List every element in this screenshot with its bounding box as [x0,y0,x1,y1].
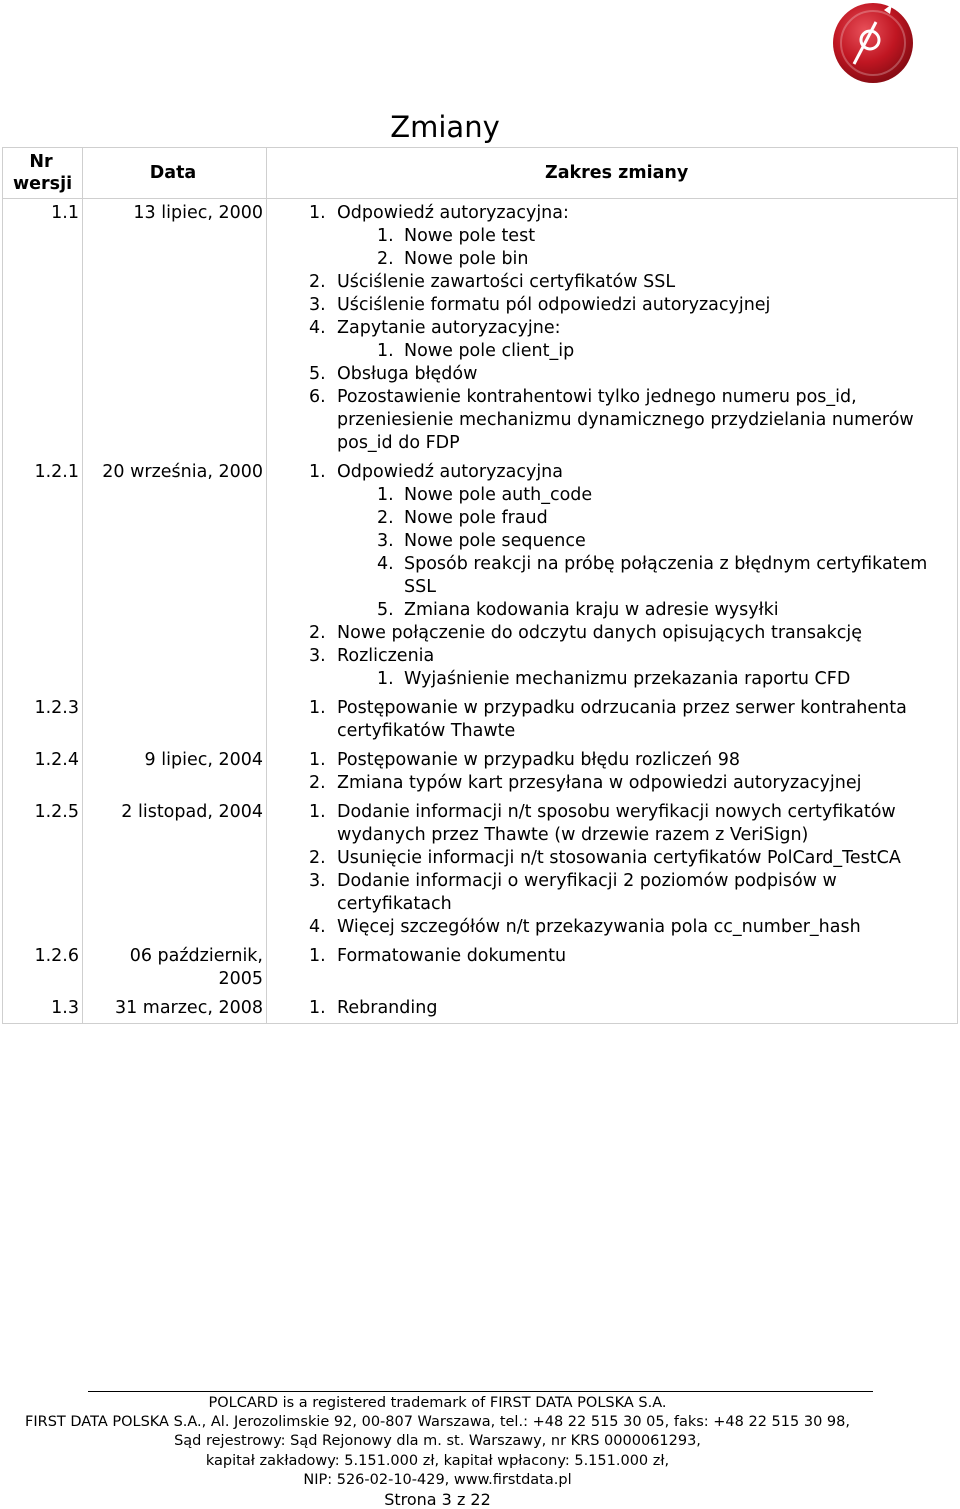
change-item [267,202,957,225]
version-cell: 1.2.4 [3,746,83,798]
item-text: Nowe połączenie do odczytu danych opisujących transakcję [337,623,863,643]
change-item [267,916,957,939]
footer-line: Sąd rejestrowy: Sąd Rejonowy dla m. st. Warszawy, nr KRS 0000061293, [174,1433,701,1450]
item-number: 5. [309,364,326,384]
item-text: Formatowanie dokumentu [337,946,567,966]
table-row [3,942,958,994]
item-text: Odpowiedź autoryzacyjna [337,462,563,482]
date-cell: 20 września, 2000 [83,458,267,694]
item-number: 3. [309,295,326,315]
version-cell: 1.2.1 [3,458,83,694]
version-cell: 1.2.5 [3,798,83,942]
footer-line: POLCARD is a registered trademark of FIRST DATA POLSKA S.A. [208,1395,667,1411]
header-version: Nr wersji [3,148,83,199]
scope-cell [267,694,958,746]
header-date: Data [83,148,267,199]
footer-line: FIRST DATA POLSKA S.A., Al. Jerozolimskie 92, 00-807 Warszawa, tel.: +48 22 515 30 05, faks: +48 22 515 30 98, [25,1414,850,1431]
table-row [3,458,958,694]
table-row [3,199,958,459]
change-item [267,945,957,968]
subitem-number: 2. [377,508,394,528]
item-number: 1. [309,462,326,482]
item-text: Uściślenie zawartości certyfikatów SSL [337,272,676,292]
subitem-text: Wyjaśnienie mechanizmu przekazania raportu CFD [404,669,851,689]
subitem-text: Zmiana kodowania kraju w adresie wysyłki [404,600,779,620]
change-item [267,997,957,1020]
item-text: Zapytanie autoryzacyjne: [337,318,561,338]
item-text: Dodanie informacji n/t sposobu weryfikacji nowych certyfikatów wydanych przez Thawte (w drzewie razem z VeriSign) [337,802,896,845]
subitem-number: 1. [377,669,394,689]
scope-cell [267,798,958,942]
version-cell: 1.2.6 [3,942,83,994]
footer-line: kapitał zakładowy: 5.151.000 zł, kapitał wpłacony: 5.151.000 zł, [205,1452,670,1469]
subitem-number: 3. [377,531,394,551]
page-title: Zmiany [390,110,500,144]
subitem-number: 5. [377,600,394,620]
page-number: Strona 3 z 22 [384,1490,491,1509]
change-subitem [267,484,957,507]
item-number: 1. [309,698,326,718]
footer-line: NIP: 526-02-10-429, www.firstdata.pl [303,1471,572,1488]
change-item [267,363,957,386]
subitem-number: 1. [377,226,394,246]
item-text: Pozostawienie kontrahentowi tylko jednego numeru pos_id, przeniesienie mechanizmu dynamicznego przydzielania numerów pos_id do FDP [337,387,914,453]
change-item [267,622,957,645]
item-number: 1. [309,750,326,770]
date-cell: 2 listopad, 2004 [83,798,267,942]
scope-cell [267,746,958,798]
footer-divider [88,1391,873,1392]
item-text: Obsługa błędów [337,364,478,384]
item-number: 6. [309,387,326,407]
item-text: Uściślenie formatu pól odpowiedzi autoryzacyjnej [337,295,771,315]
table-row [3,694,958,746]
polcard-logo-icon [832,2,914,84]
item-number: 1. [309,203,326,223]
table-row [3,798,958,942]
item-number: 1. [309,998,326,1018]
change-item [267,317,957,340]
subitem-text: Nowe pole fraud [404,508,548,528]
date-cell: 31 marzec, 2008 [83,994,267,1024]
item-text: Dodanie informacji o weryfikacji 2 poziomów podpisów w certyfikatach [337,871,837,914]
change-item [267,271,957,294]
item-text: Rebranding [337,998,438,1018]
scope-cell [267,458,958,694]
item-number: 2. [309,272,326,292]
table-header-row [3,148,958,199]
change-item [267,847,957,870]
change-item [267,386,957,455]
item-text: Usunięcie informacji n/t stosowania certyfikatów PolCard_TestCA [337,848,901,868]
date-cell: 06 październik, 2005 [83,942,267,994]
change-subitem [267,507,957,530]
page-footer [0,1394,875,1490]
change-item [267,870,957,916]
subitem-number: 2. [377,249,394,269]
version-cell: 1.3 [3,994,83,1024]
version-cell: 1.2.3 [3,694,83,746]
subitem-text: Nowe pole test [404,226,536,246]
change-subitem [267,668,957,691]
item-number: 4. [309,318,326,338]
change-subitem [267,599,957,622]
change-subitem [267,553,957,599]
date-cell: 9 lipiec, 2004 [83,746,267,798]
changes-table [2,147,958,1024]
subitem-text: Nowe pole sequence [404,531,586,551]
change-subitem [267,530,957,553]
table-row [3,746,958,798]
subitem-number: 4. [377,554,394,574]
version-cell: 1.1 [3,199,83,459]
change-subitem [267,248,957,271]
item-text: Więcej szczegółów n/t przekazywania pola cc_number_hash [337,917,861,937]
item-number: 4. [309,917,326,937]
subitem-text: Nowe pole bin [404,249,529,269]
header-scope: Zakres zmiany [267,148,958,199]
item-number: 2. [309,773,326,793]
item-number: 1. [309,946,326,966]
item-number: 1. [309,802,326,822]
table-row [3,994,958,1024]
item-text: Zmiana typów kart przesyłana w odpowiedzi autoryzacyjnej [337,773,862,793]
change-item [267,697,957,743]
item-number: 3. [309,871,326,891]
scope-cell [267,199,958,459]
change-item [267,801,957,847]
change-item [267,645,957,668]
change-item [267,294,957,317]
subitem-text: Nowe pole auth_code [404,485,593,505]
item-text: Postępowanie w przypadku odrzucania przez serwer kontrahenta certyfikatów Thawte [337,698,907,741]
subitem-text: Nowe pole client_ip [404,341,575,361]
change-item [267,772,957,795]
item-text: Rozliczenia [337,646,435,666]
subitem-text: Sposób reakcji na próbę połączenia z błędnym certyfikatem SSL [404,554,928,597]
item-number: 3. [309,646,326,666]
scope-cell [267,994,958,1024]
item-number: 2. [309,848,326,868]
item-text: Postępowanie w przypadku błędu rozliczeń 98 [337,750,740,770]
subitem-number: 1. [377,341,394,361]
change-item [267,749,957,772]
item-text: Odpowiedź autoryzacyjna: [337,203,569,223]
date-cell: 13 lipiec, 2000 [83,199,267,459]
change-item [267,461,957,484]
change-subitem [267,340,957,363]
date-cell [83,694,267,746]
subitem-number: 1. [377,485,394,505]
change-subitem [267,225,957,248]
item-number: 2. [309,623,326,643]
scope-cell [267,942,958,994]
